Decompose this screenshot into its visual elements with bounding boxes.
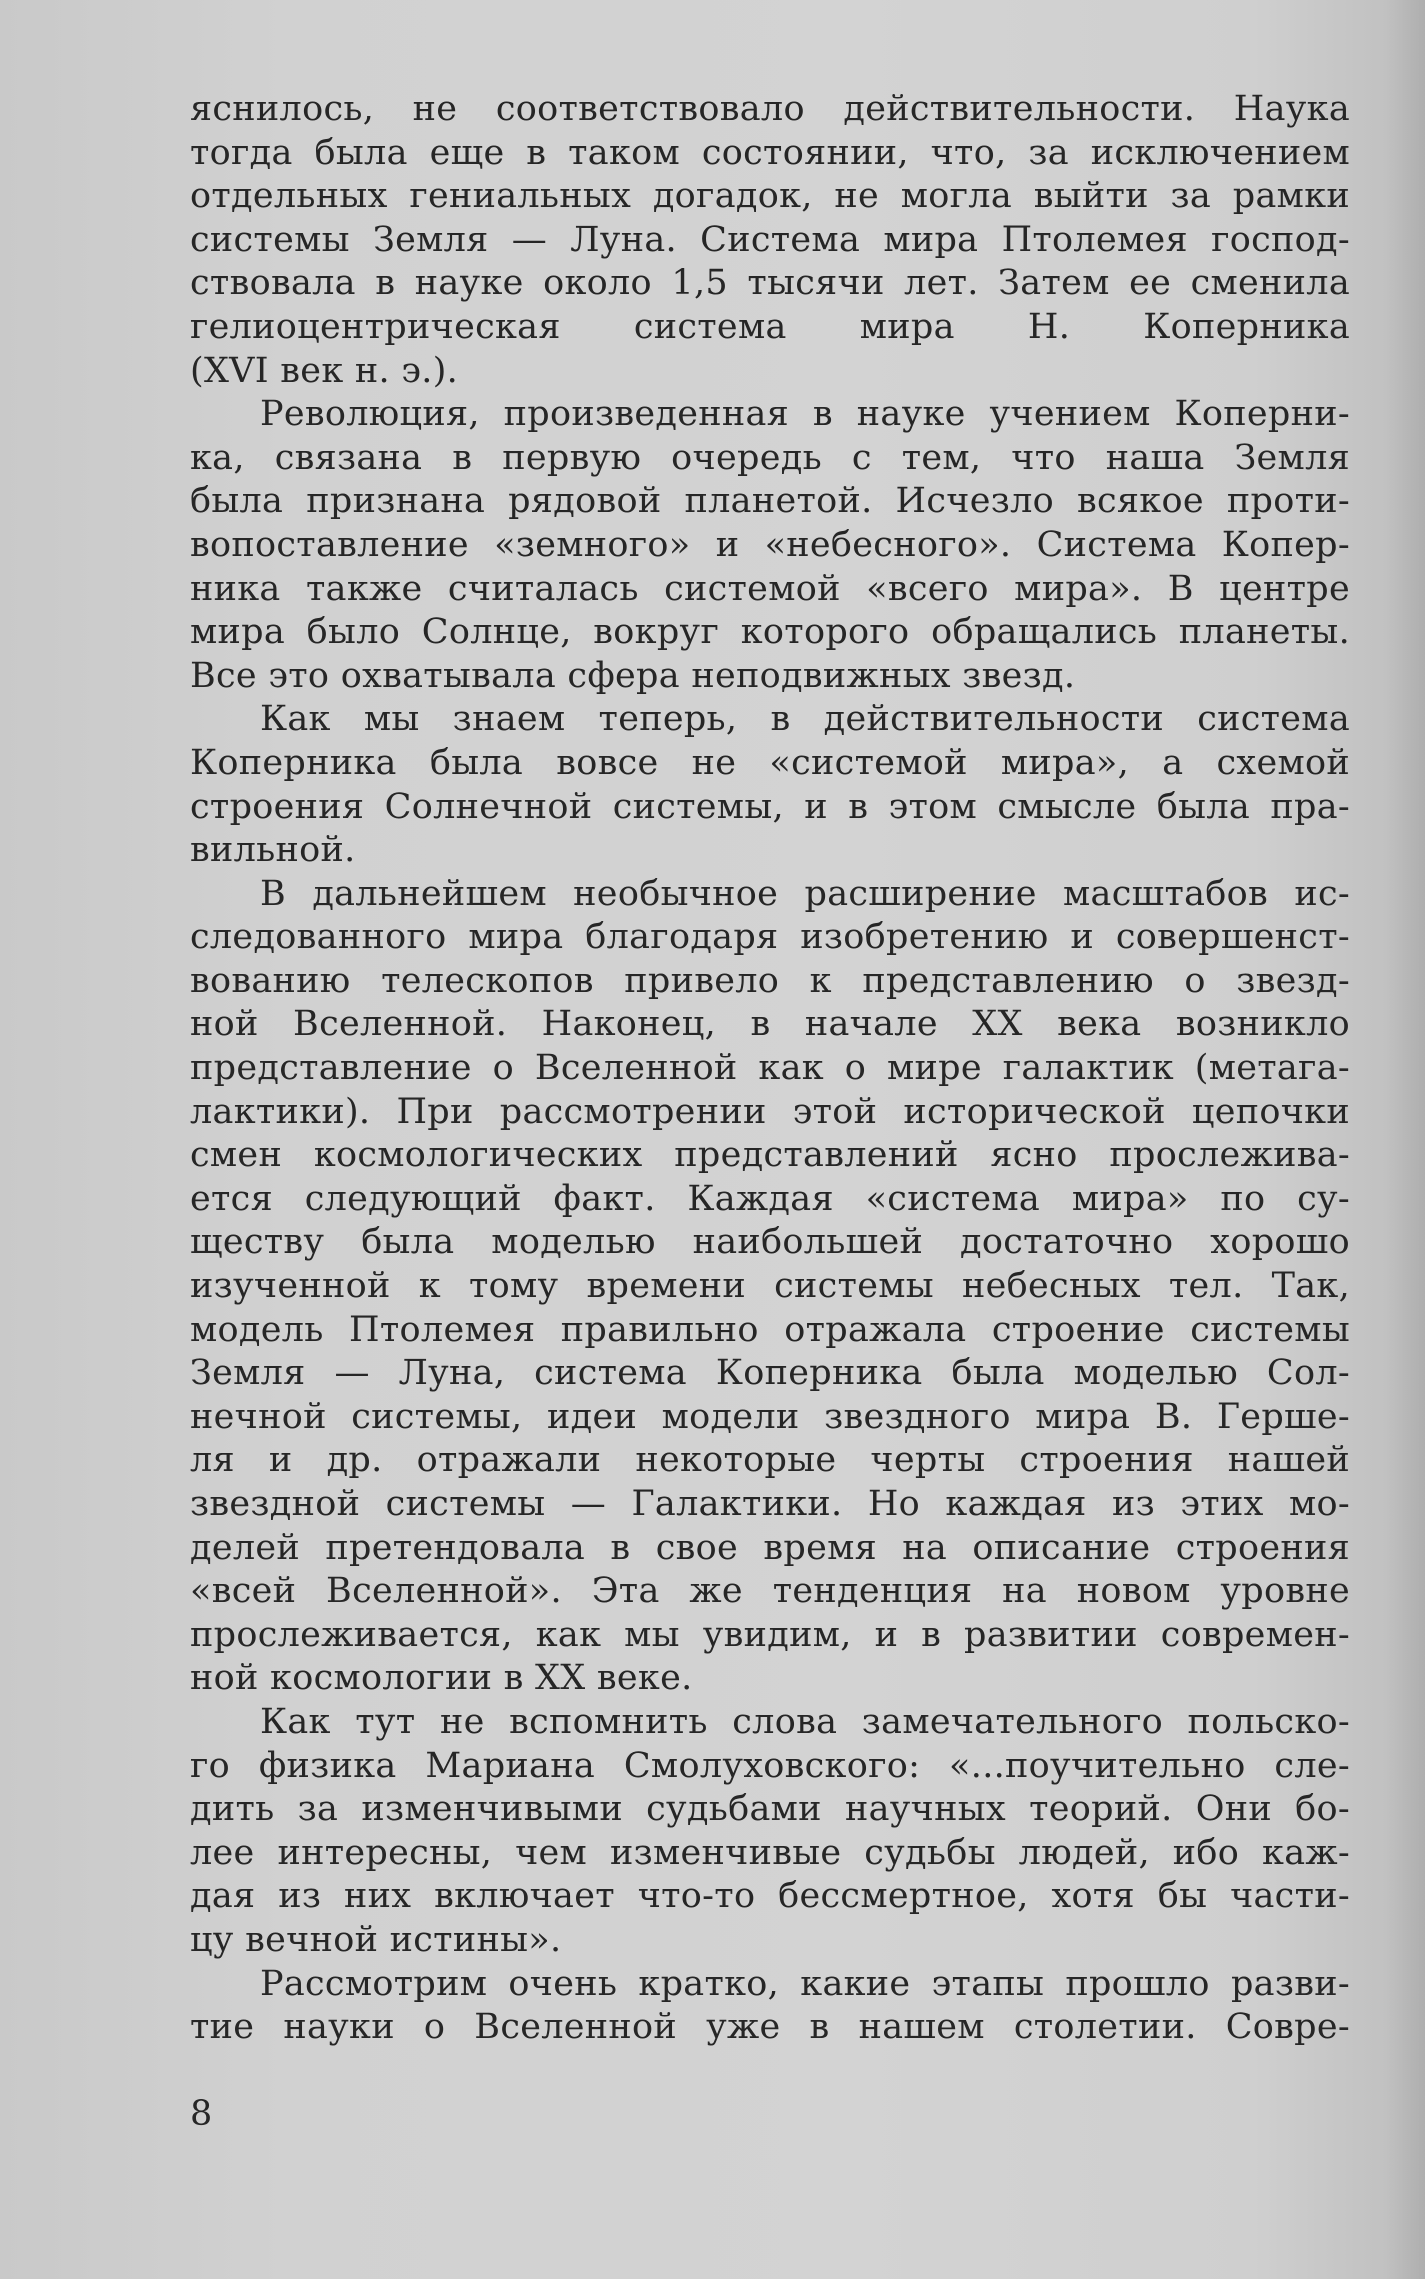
text-line: прослеживается, как мы увидим, и в развитии современ- bbox=[190, 1614, 1350, 1655]
text-line: яснилось, не соответствовало действительности. Наука bbox=[190, 89, 1350, 129]
text-line: Революция, произведенная в науке учением Коперни- bbox=[260, 394, 1350, 435]
text-line: отдельных гениальных догадок, не могла выйти за рамки bbox=[190, 176, 1350, 217]
text-line: Как тут не вспомнить слова замечательного польско- bbox=[260, 1701, 1350, 1742]
text-line: ля и др. отражали некоторые черты строения нашей bbox=[190, 1440, 1350, 1481]
text-line: Коперника была вовсе не «системой мира», а схемой bbox=[190, 742, 1350, 783]
text-line: Как мы знаем теперь, в действительности система bbox=[260, 699, 1350, 740]
text-line: лактики). При рассмотрении этой исторической цепочки bbox=[190, 1091, 1350, 1132]
paragraph bbox=[190, 1701, 1350, 1963]
text-line: ется следующий факт. Каждая «система мира» по су- bbox=[190, 1178, 1350, 1219]
text-line: ной Вселенной. Наконец, в начале XX века возникло bbox=[190, 1004, 1350, 1045]
text-line: ка, связана в первую очередь с тем, что наша Земля bbox=[190, 437, 1350, 478]
text-line: модель Птолемея правильно отражала строение системы bbox=[190, 1309, 1350, 1350]
text-line: (XVI век н. э.). bbox=[190, 350, 459, 391]
text-line: изученной к тому времени системы небесных тел. Так, bbox=[190, 1266, 1350, 1307]
text-line: нечной системы, идеи модели звездного мира В. Герше- bbox=[190, 1396, 1350, 1437]
text-line: лее интересны, чем изменчивые судьбы людей, ибо каж- bbox=[190, 1832, 1350, 1873]
text-line: В дальнейшем необычное расширение масштабов ис- bbox=[260, 873, 1350, 914]
text-line: гелиоцентрическая система мира Н. Коперника bbox=[190, 306, 1350, 347]
text-line: смен космологических представлений ясно прослежива- bbox=[190, 1135, 1350, 1176]
paragraph bbox=[190, 873, 1350, 1701]
text-line: представление о Вселенной как о мире галактик (метага- bbox=[190, 1048, 1350, 1089]
text-line: Все это охватывала сфера неподвижных звезд. bbox=[190, 655, 1076, 696]
text-line: тогда была еще в таком состоянии, что, за исключением bbox=[190, 132, 1350, 173]
text-line: ной космологии в XX веке. bbox=[190, 1658, 693, 1699]
text-line: Земля — Луна, система Коперника была моделью Сол- bbox=[190, 1353, 1350, 1394]
paragraph bbox=[190, 1963, 1350, 2050]
text-line: го физика Мариана Смолуховского: «...поучительно сле- bbox=[190, 1745, 1350, 1786]
text-line: тие науки о Вселенной уже в нашем столетии. Совре- bbox=[190, 2007, 1350, 2048]
text-line: вованию телескопов привело к представлению о звезд- bbox=[190, 960, 1350, 1001]
text-line: ществу была моделью наибольшей достаточно хорошо bbox=[190, 1222, 1350, 1263]
text-line: ника также считалась системой «всего мира». В центре bbox=[190, 568, 1350, 609]
text-line: ствовала в науке около 1,5 тысячи лет. Затем ее сменила bbox=[190, 263, 1350, 304]
text-line: была признана рядовой планетой. Исчезло всякое проти- bbox=[190, 481, 1350, 522]
text-line: системы Земля — Луна. Система мира Птолемея господ- bbox=[190, 219, 1350, 260]
body-text bbox=[190, 88, 1350, 2050]
text-line: следованного мира благодаря изобретению и совершенст- bbox=[190, 917, 1350, 958]
text-line: Рассмотрим очень кратко, какие этапы прошло разви- bbox=[260, 1963, 1350, 2004]
page-number: 8 bbox=[190, 2094, 213, 2134]
text-line: звездной системы — Галактики. Но каждая из этих мо- bbox=[190, 1484, 1350, 1524]
text-line: дить за изменчивыми судьбами научных теорий. Они бо- bbox=[190, 1789, 1350, 1830]
text-line: дая из них включает что-то бессмертное, хотя бы части- bbox=[190, 1876, 1350, 1917]
text-line: цу вечной истины». bbox=[190, 1919, 562, 1960]
paragraph bbox=[190, 698, 1350, 872]
paragraph bbox=[190, 88, 1350, 393]
text-line: строения Солнечной системы, и в этом смысле была пра- bbox=[190, 786, 1350, 827]
text-line: делей претендовала в свое время на описание строения bbox=[190, 1527, 1350, 1568]
text-line: «всей Вселенной». Эта же тенденция на новом уровне bbox=[190, 1571, 1350, 1612]
text-line: мира было Солнце, вокруг которого обращались планеты. bbox=[190, 612, 1350, 653]
text-line: вильной. bbox=[190, 830, 356, 871]
paragraph bbox=[190, 393, 1350, 698]
text-line: вопоставление «земного» и «небесного». Система Копер- bbox=[190, 524, 1350, 565]
